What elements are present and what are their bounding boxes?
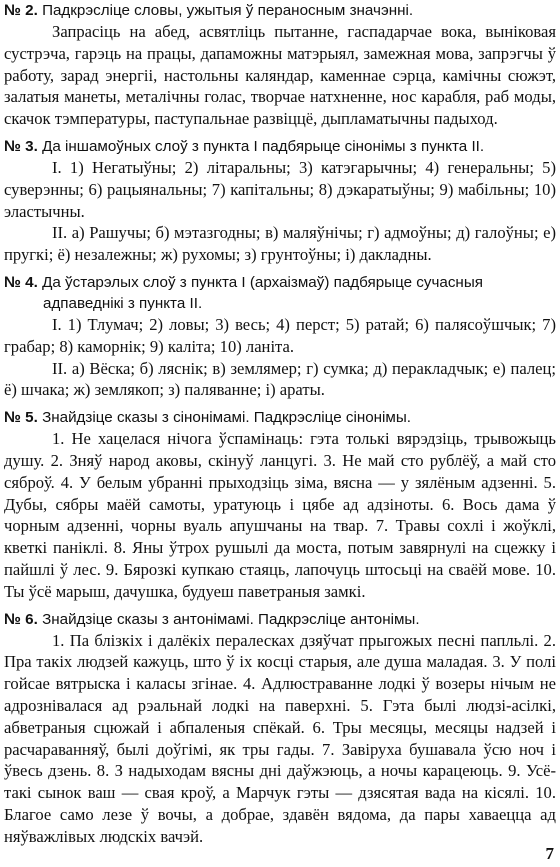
task-body (4, 157, 556, 266)
task-2 (4, 0, 556, 130)
task-paragraph: II. а) Рашучы; б) мэтазгодны; в) маляўнічы; г) адмоўны; д) галоўны; е) пругкі; ё) незалежны; ж) рухомы; з) грунтоўны; і) дакладны. (4, 223, 556, 265)
task-body (4, 428, 556, 602)
task-paragraph: 1. Па блізкіх і далёкіх пералесках дзяўчат прыгожых песні папльлі. 2. Пра такіх людзей кажуць, што ў іх косці старыя, але душа маладая. 3. У полі гойсае вятрыска і каласы згінае. 4. Адлюстраванне лодкі ў возеры нічым не адрознівалася ад рэальнай лодкі на паверхні. 5. Гэта былі людзі-асілкі, абветраныя сцюжай і абпаленыя спёкай. 6. Тры месяцы, месяцы надзей і расчараванняў, былі доўгімі, як тры гады. 7. Завіруха бушавала ўсю ноч і ўвесь дзень. 8. З надыходам вясны дні даўжэюць, а ночы карацеюць. 9. Усё-такі сынок ваш — свая кроў, а Марчук гэты — дзясятая вада на кісялі. 10. Благое само лезе ў вочы, а добрае, здавён вядома, да пары хаваецца ад няўважлівых людскіх вачэй. (4, 630, 556, 846)
task-number: № 4. (4, 273, 38, 291)
task-5 (4, 407, 556, 602)
task-title: Да ўстарэлых слоў з пункта I (архаізмаў) падбярыце сучасныя адпаведнікі з пункта II. (42, 273, 483, 312)
task-title: Падкрэсліце словы, ужытыя ў пераносным значэнні. (42, 2, 414, 19)
task-number: № 3. (4, 137, 38, 155)
task-6 (4, 609, 556, 848)
task-title: Знайдзіце сказы з антонімамі. Падкрэсліце антонімы. (42, 610, 420, 628)
task-heading (4, 136, 556, 157)
task-3 (4, 136, 556, 266)
task-number: № 5. (4, 409, 38, 427)
task-paragraph: Запрасіць на абед, асвятліць пытанне, гаспадарчае вока, выніковая сустрэча, гарэць на працы, дапаможны матэрыял, замежная мова, запрэгчы ў работу, зарад энергіі, настольны каляндар, каменнае сэрца, камічны сюжэт, залатыя манеты, металічны голас, творчае натхненне, нос карабля, раб моды, скачок тэмпературы, паступальнае развіццё, дыпламатычны падыход. (4, 22, 556, 129)
page-number: 7 (545, 844, 554, 863)
task-heading (4, 407, 556, 428)
task-paragraph: II. а) Вёска; б) ляснік; в) землямер; г) сумка; д) перакладчык; е) палец; ё) шчака; ж) землякоп; з) паляванне; і) араты. (4, 358, 556, 400)
task-body (4, 314, 556, 401)
task-number: № 6. (4, 610, 38, 628)
task-4 (4, 272, 556, 401)
task-paragraph: 1. Не хацелася нічога ўспамінаць: гэта толькі вярэдзіць, трывожыць душу. 2. Зняў народ аковы, скінуў ланцугі. 3. Не май сто рублёў, а май сто сяброў. 4. У белым убранні прыходзіць зіма, вясна — у зялёным адзенні. 5. Дубы, сябры маёй самоты, уратуюць і цябе ад адзіноты. 6. Вось дама ў чорным адзенні, чорны вуаль апушчаны на твар. 7. Травы сохлі і жоўклі, кветкі паніклі. 8. Яны ўтрох рушылі да моста, потым завярнулі на сцежку і пайшлі ў лес. 9. Бярозкі купкаю стаяць, лапочуць штосьці на сваёй мове. 10. Ты ўсё марыш, дачушка, будуеш паветраныя замкі. (4, 429, 556, 601)
task-heading (4, 272, 556, 314)
task-body (4, 630, 556, 848)
task-paragraph: I. 1) Негатыўны; 2) літаральны; 3) катэгарычны; 4) генеральны; 5) суверэнны; 6) рацыянальны; 7) капітальны; 8) дэкаратыўны; 9) мабільны; 10) эластычны. (4, 157, 556, 221)
task-number: № 2. (4, 2, 38, 19)
task-paragraph: I. 1) Тлумач; 2) ловы; 3) весь; 4) перст; 5) ратай; 6) палясоўшчык; 7) грабар; 8) каморнік; 9) каліта; 10) ланіта. (4, 314, 556, 356)
task-heading (4, 609, 556, 630)
task-title: Знайдзіце сказы з сінонімамі. Падкрэсліце сінонімы. (42, 409, 412, 427)
task-body (4, 21, 556, 130)
task-heading (4, 0, 556, 21)
task-title: Да іншамоўных слоў з пункта I падбярыце сінонімы з пункта II. (42, 137, 485, 155)
